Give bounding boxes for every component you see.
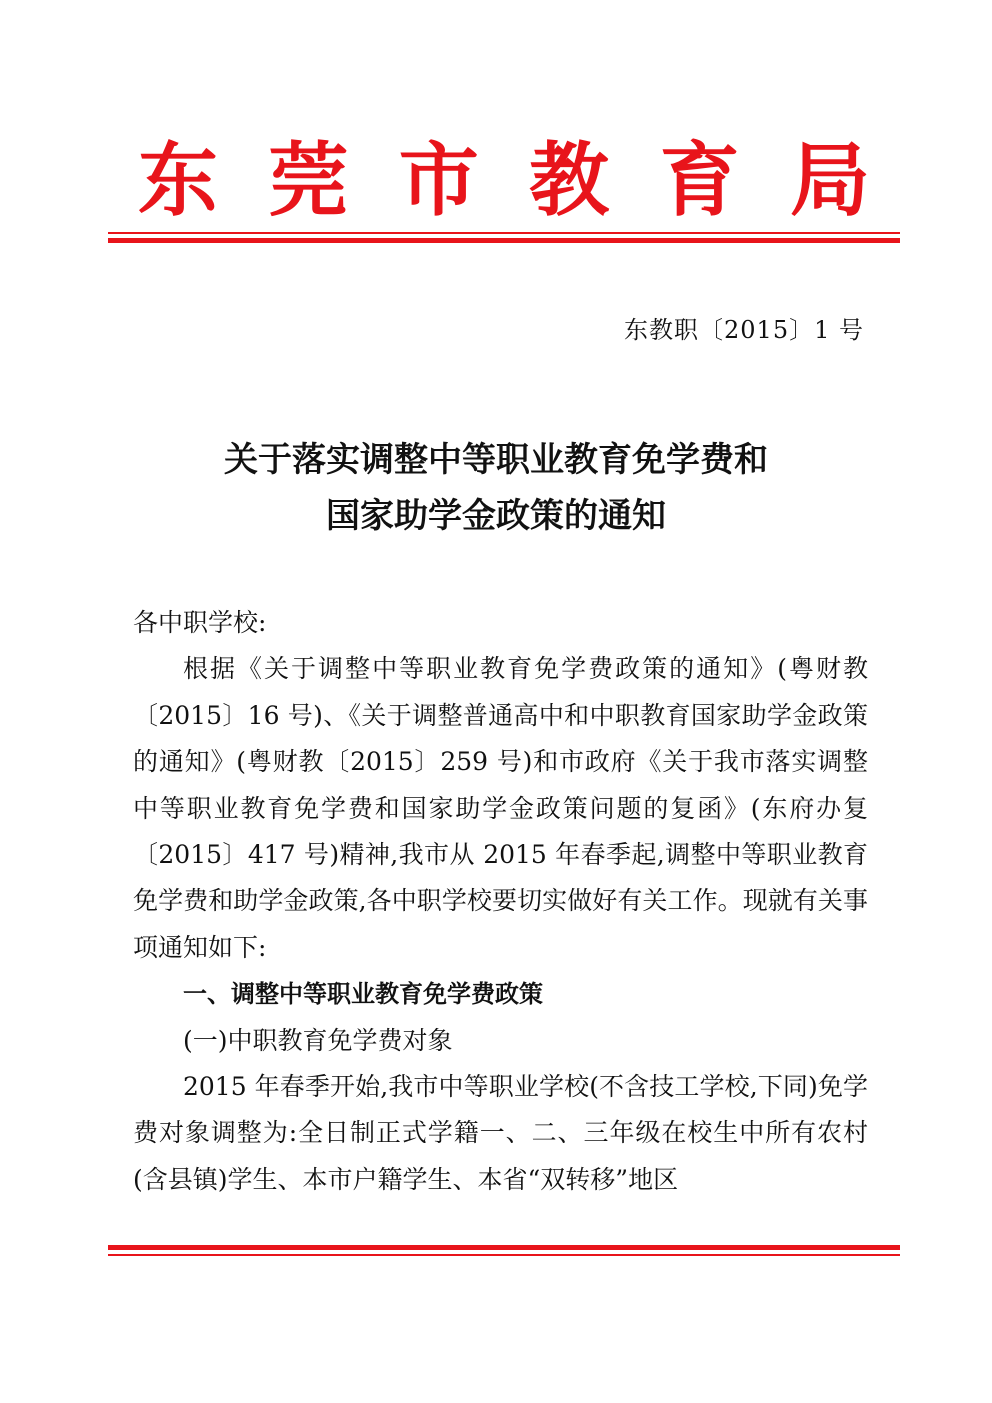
header-rule-thick (108, 238, 900, 243)
section-heading: 一、调整中等职业教育免学费政策 (183, 980, 543, 1009)
masthead-char: 莞 (268, 133, 349, 227)
masthead-char: 市 (398, 133, 479, 227)
footer-rule-thin (108, 1254, 900, 1256)
paragraph-intro: 根据《关于调整中等职业教育免学费政策的通知》(粤财教〔2015〕16 号)、《关于调整普通高中和中职教育国家助学金政策的通知》(粤财教〔2015〕259 号)和市政府《关于我市落实调整中等职业教育免学费和国家助学金政策问题的复函》(东府办复〔2015〕417 号)精神,我市从 2015 年春季起,调整中等职业教育免学费和助学金政策,各中职学校要切实做好有关工作。现就有关事项通知如下: (133, 654, 868, 962)
paragraph-body: 2015 年春季开始,我市中等职业学校(不含技工学校,下同)免学费对象调整为:全日制正式学籍一、二、三年级在校生中所有农村(含县镇)学生、本市户籍学生、本省“双转移”地区 (133, 1072, 868, 1194)
masthead-title (108, 130, 900, 230)
masthead-char: 局 (789, 133, 870, 227)
document-body (133, 600, 868, 1203)
masthead-char: 东 (138, 133, 218, 227)
header-rule-thin (108, 232, 900, 234)
document-title (0, 432, 992, 544)
document-number: 东教职〔2015〕1 号 (624, 316, 864, 344)
masthead-char: 教 (529, 133, 610, 227)
masthead-char: 育 (659, 133, 740, 227)
title-line-2: 国家助学金政策的通知 (326, 496, 666, 536)
title-line-1: 关于落实调整中等职业教育免学费和 (224, 440, 768, 480)
subsection-heading: (一)中职教育免学费对象 (183, 1025, 453, 1055)
footer-rule-thick (108, 1245, 900, 1250)
salutation: 各中职学校: (133, 608, 267, 637)
